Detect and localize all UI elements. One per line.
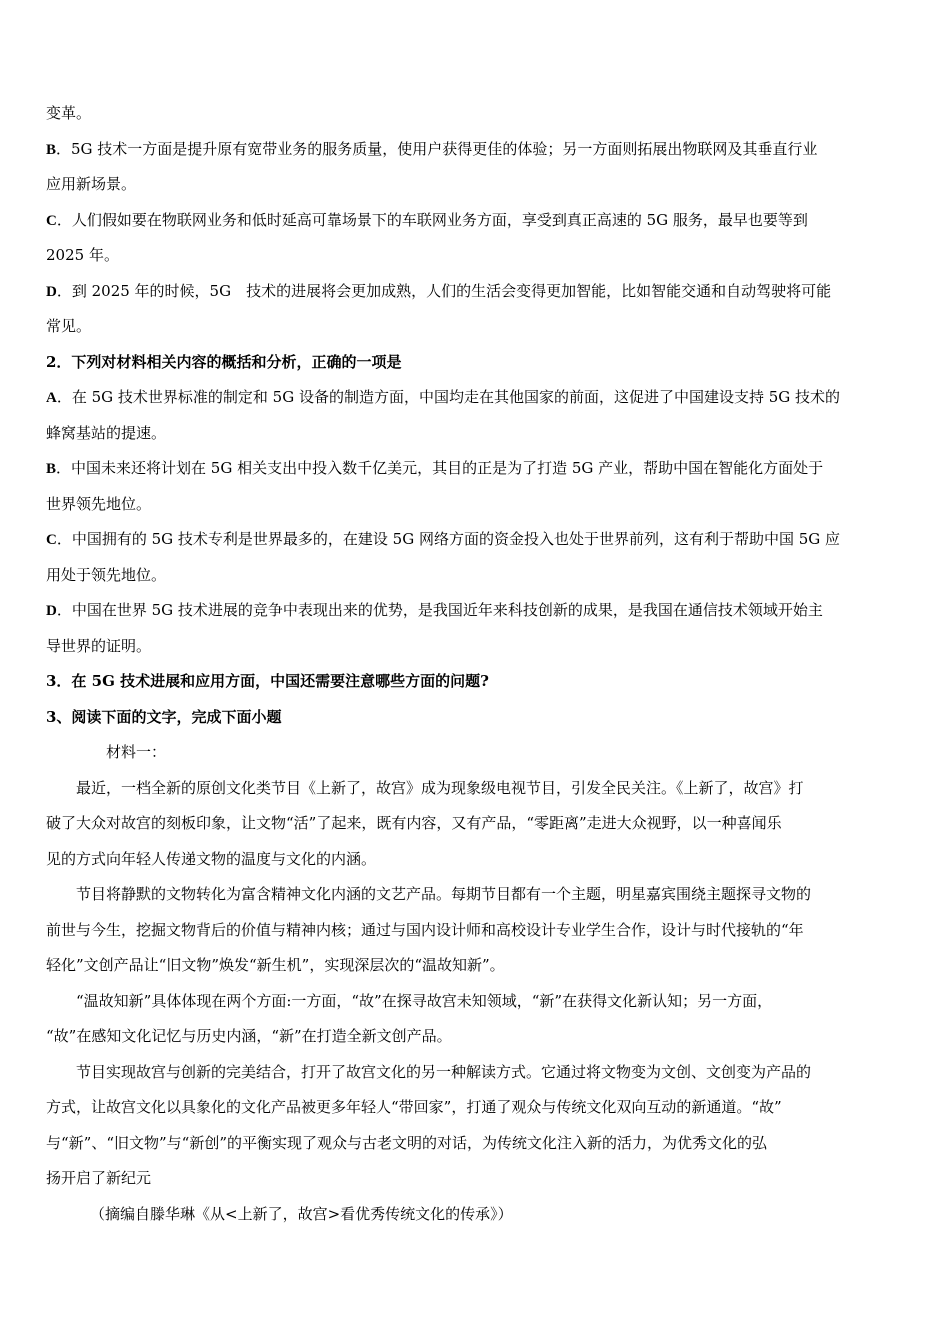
question-3: 3．在 5G 技术进展和应用方面，中国还需要注意哪些方面的问题? xyxy=(46,672,489,690)
paragraph-line: 与“新”、“旧文物”与“新创”的平衡实现了观众与古老文明的对话，为传统文化注入新的活力，为优秀文化的弘 xyxy=(46,1133,768,1152)
text-line: 导世界的证明。 xyxy=(46,636,152,655)
source-citation: （摘编自滕华琳《从<上新了，故宫>看优秀传统文化的传承》） xyxy=(90,1204,513,1223)
option-text: ．5G 技术一方面是提升原有宽带业务的服务质量，使用户获得更佳的体验；另一方面则拓展出物联网及其垂直行业 xyxy=(56,139,818,158)
option-c xyxy=(46,522,904,558)
option-text: ．中国拥有的 5G 技术专利是世界最多的，在建设 5G 网络方面的资金投入也处于世界前列，这有利于帮助中国 5G 应 xyxy=(56,530,841,548)
option-b xyxy=(46,132,904,168)
paragraph-line: 见的方式向年轻人传递文物的温度与文化的内涵。 xyxy=(46,849,377,868)
paragraph-line: “故”在感知文化记忆与历史内涵，“新”在打造全新文创产品。 xyxy=(46,1027,452,1045)
option-text: ．到 2025 年的时候，5G 技术的进展将会更加成熟，人们的生活会变得更加智能，比如智能交通和自动驾驶将可能 xyxy=(56,281,832,300)
option-letter: A xyxy=(46,390,57,406)
option-a xyxy=(46,380,904,416)
text-line: 变革。 xyxy=(46,104,92,122)
option-text: ．中国在世界 5G 技术进展的竞争中表现出来的优势，是我国近年来科技创新的成果，是我国在通信技术领域开始主 xyxy=(56,601,823,619)
text-line: 2025 年。 xyxy=(46,246,119,264)
option-letter: C xyxy=(46,212,57,229)
option-letter: D xyxy=(46,283,57,300)
paragraph-line: “温故知新”具体体现在两个方面:一方面，“故”在探寻故宫未知领域，“新”在获得文化新认知；另一方面， xyxy=(76,991,773,1010)
paragraph-line: 方式，让故宫文化以具象化的文化产品被更多年轻人“带回家”，打通了观众与传统文化双向互动的新通道。“故” xyxy=(46,1098,782,1116)
option-d xyxy=(46,593,904,629)
option-letter: D xyxy=(46,603,57,619)
option-text: ．人们假如要在物联网业务和低时延高可靠场景下的车联网业务方面，享受到真正高速的 5G 服务，最早也要等到 xyxy=(56,210,808,229)
paragraph-line: 节目将静默的文物转化为富含精神文化内涵的文艺产品。每期节目都有一个主题，明星嘉宾围绕主题探寻文物的 xyxy=(76,885,812,903)
option-text: ．中国未来还将计划在 5G 相关支出中投入数千亿美元，其目的正是为了打造 5G 产业，帮助中国在智能化方面处于 xyxy=(56,459,824,477)
option-text: ．在 5G 技术世界标准的制定和 5G 设备的制造方面，中国均走在其他国家的前面，这促进了中国建设支持 5G 技术的 xyxy=(56,388,841,406)
paragraph-line: 最近，一档全新的原创文化类节目《上新了，故宫》成为现象级电视节目，引发全民关注。《上新了，故宫》打 xyxy=(76,778,804,797)
text-line: 世界领先地位。 xyxy=(46,494,152,513)
document-page xyxy=(46,96,904,1232)
material-1-label: 材料一： xyxy=(106,743,167,761)
text-line: 用处于领先地位。 xyxy=(46,565,167,584)
option-letter: C xyxy=(46,532,57,548)
option-b xyxy=(46,451,904,487)
option-d xyxy=(46,274,904,310)
paragraph-line: 前世与今生，挖掘文物背后的价值与精神内核；通过与国内设计师和高校设计专业学生合作，设计与时代接轨的“年 xyxy=(46,920,804,939)
text-line: 常见。 xyxy=(46,317,92,335)
paragraph-line: 节目实现故宫与创新的完美结合，打开了故宫文化的另一种解读方式。它通过将文物变为文创、文创变为产品的 xyxy=(76,1062,812,1081)
option-letter: B xyxy=(46,461,57,477)
paragraph-line: 破了大众对故宫的刻板印象，让文物“活”了起来，既有内容，又有产品，“零距离”走进大众视野，以一种喜闻乐 xyxy=(46,814,782,832)
paragraph-line: 扬开启了新纪元 xyxy=(46,1169,152,1187)
option-c xyxy=(46,203,904,239)
paragraph-line: 轻化”文创产品让“旧文物”焕发“新生机”，实现深层次的“温故知新”。 xyxy=(46,956,505,974)
option-letter: B xyxy=(46,141,57,158)
text-line: 蜂窝基站的提速。 xyxy=(46,423,167,442)
text-line: 应用新场景。 xyxy=(46,175,137,193)
question-2: 2．下列对材料相关内容的概括和分析，正确的一项是 xyxy=(46,352,402,371)
section-3-heading: 3、阅读下面的文字，完成下面小题 xyxy=(46,707,282,726)
